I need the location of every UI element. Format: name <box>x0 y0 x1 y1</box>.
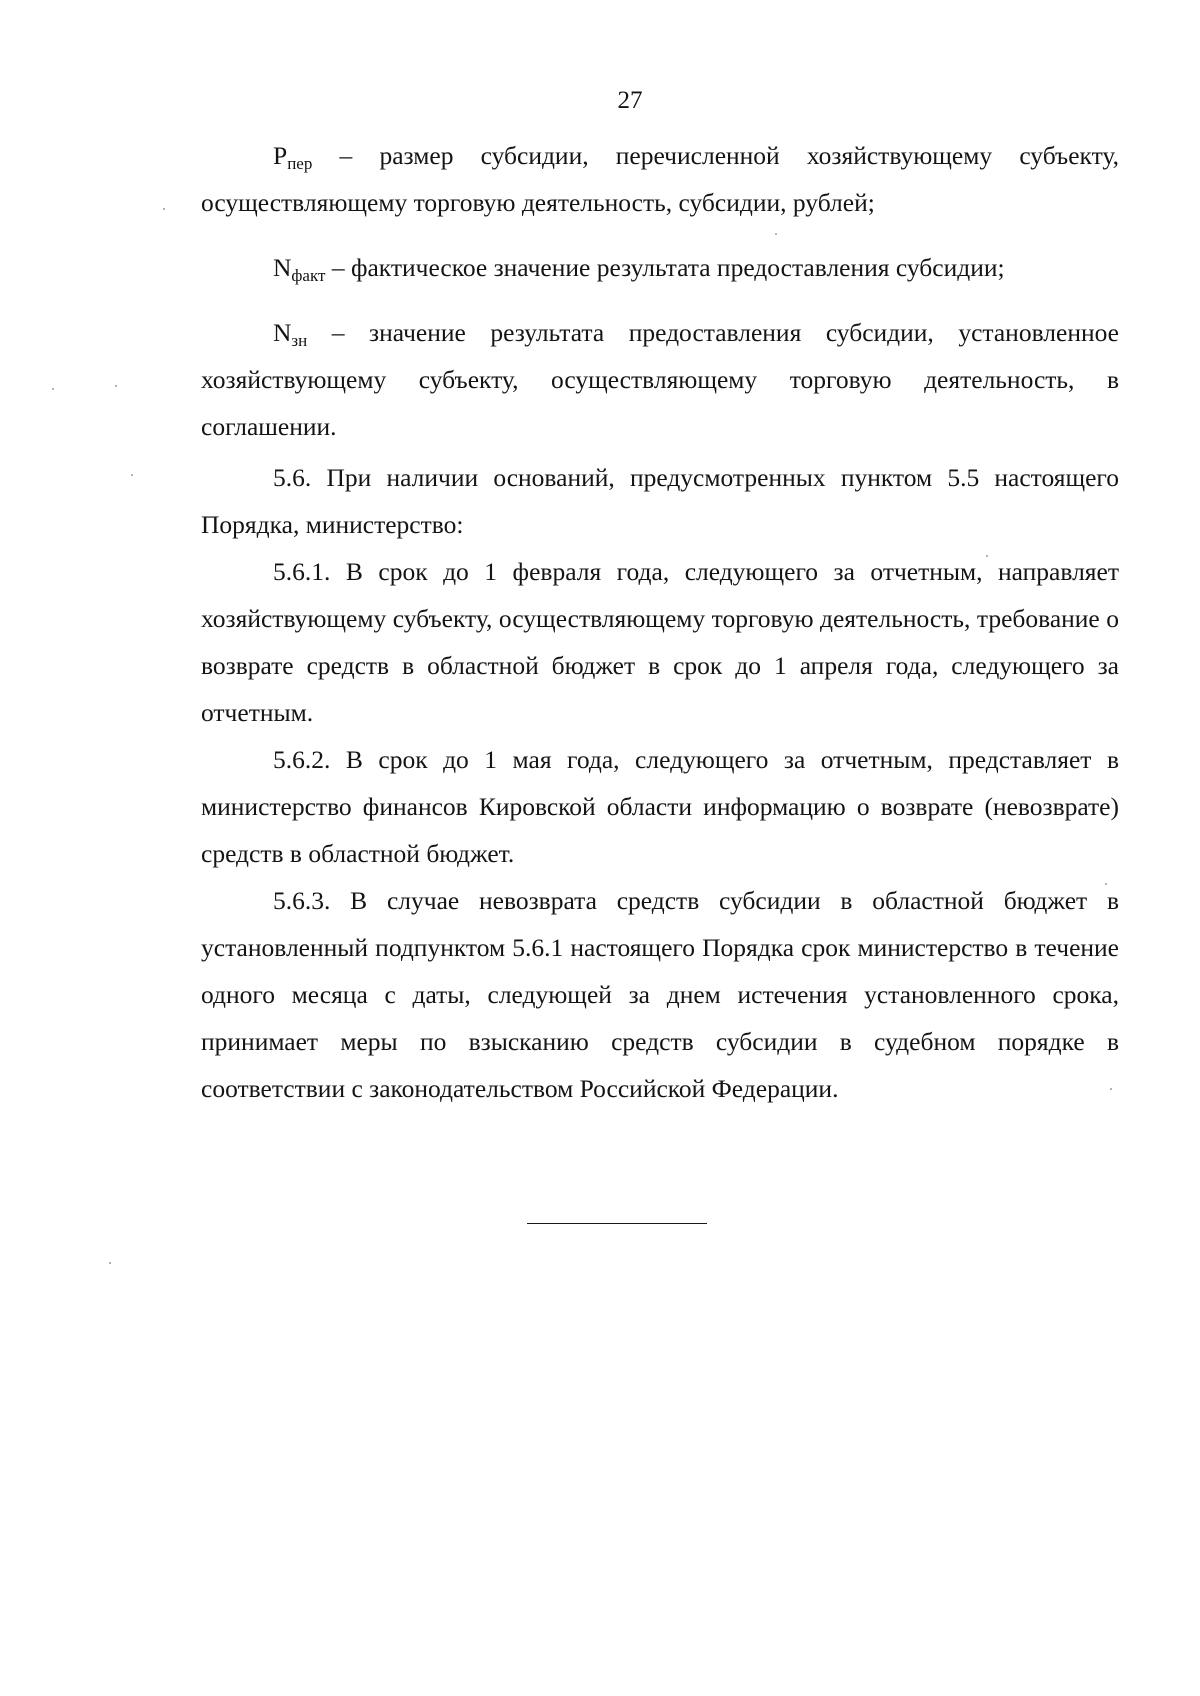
definition-text: – размер субсидии, перечисленной хозяйствующему субъекту, осуществляющему торговую деятельность, субсидии, рублей; <box>201 141 1119 217</box>
clause-5-6-1: 5.6.1. В срок до 1 февраля года, следующего за отчетным, направляет хозяйствующему субъекту, осуществляющему торговую деятельность, требование о возврате средств в областной бюджет в срок до 1 апреля года, следующего за отчетным. <box>201 557 1119 727</box>
scan-speck <box>52 388 54 390</box>
definition-n-fakt <box>201 244 1119 291</box>
clause-5-6: 5.6. При наличии оснований, предусмотренных пунктом 5.5 настоящего Порядка, министерство: <box>201 463 1119 539</box>
closing-rule <box>527 1223 707 1224</box>
definition-subscript: пер <box>287 154 313 173</box>
scan-speck <box>109 1262 111 1264</box>
scan-speck <box>775 233 777 235</box>
scan-speck <box>1110 1088 1112 1090</box>
definition-subscript: факт <box>291 266 326 285</box>
definition-symbol: N <box>273 253 292 282</box>
scan-speck <box>986 555 988 557</box>
definition-subscript: зн <box>291 331 308 350</box>
scan-speck <box>131 474 133 476</box>
clause-5-6-2: 5.6.2. В срок до 1 мая года, следующего за отчетным, представляет в министерство финансов Кировской области информацию о возврате (невозврате) средств в областной бюджет. <box>201 745 1119 868</box>
scan-speck <box>163 208 165 210</box>
scan-speck <box>115 385 117 387</box>
definition-p-per <box>201 132 1119 226</box>
document-body <box>201 132 1119 1112</box>
scan-speck <box>1105 883 1107 885</box>
definition-n-zn <box>201 309 1119 450</box>
clause-5-6-3: 5.6.3. В случае невозврата средств субсидии в областной бюджет в установленный подпунктом 5.6.1 настоящего Порядка срок министерство в течение одного месяца с даты, следующей за днем истечения установленного срока, принимает меры по взысканию средств субсидии в судебном порядке в соответствии с законодательством Российской Федерации. <box>201 886 1119 1103</box>
definition-text: – значение результата предоставления субсидии, установленное хозяйствующему субъекту, осуществляющему торговую деятельность, в соглашении. <box>201 318 1119 441</box>
page-number: 27 <box>617 87 643 114</box>
definition-text: – фактическое значение результата предоставления субсидии; <box>325 253 1005 282</box>
definition-symbol: N <box>273 318 292 347</box>
definition-symbol: P <box>273 141 288 170</box>
